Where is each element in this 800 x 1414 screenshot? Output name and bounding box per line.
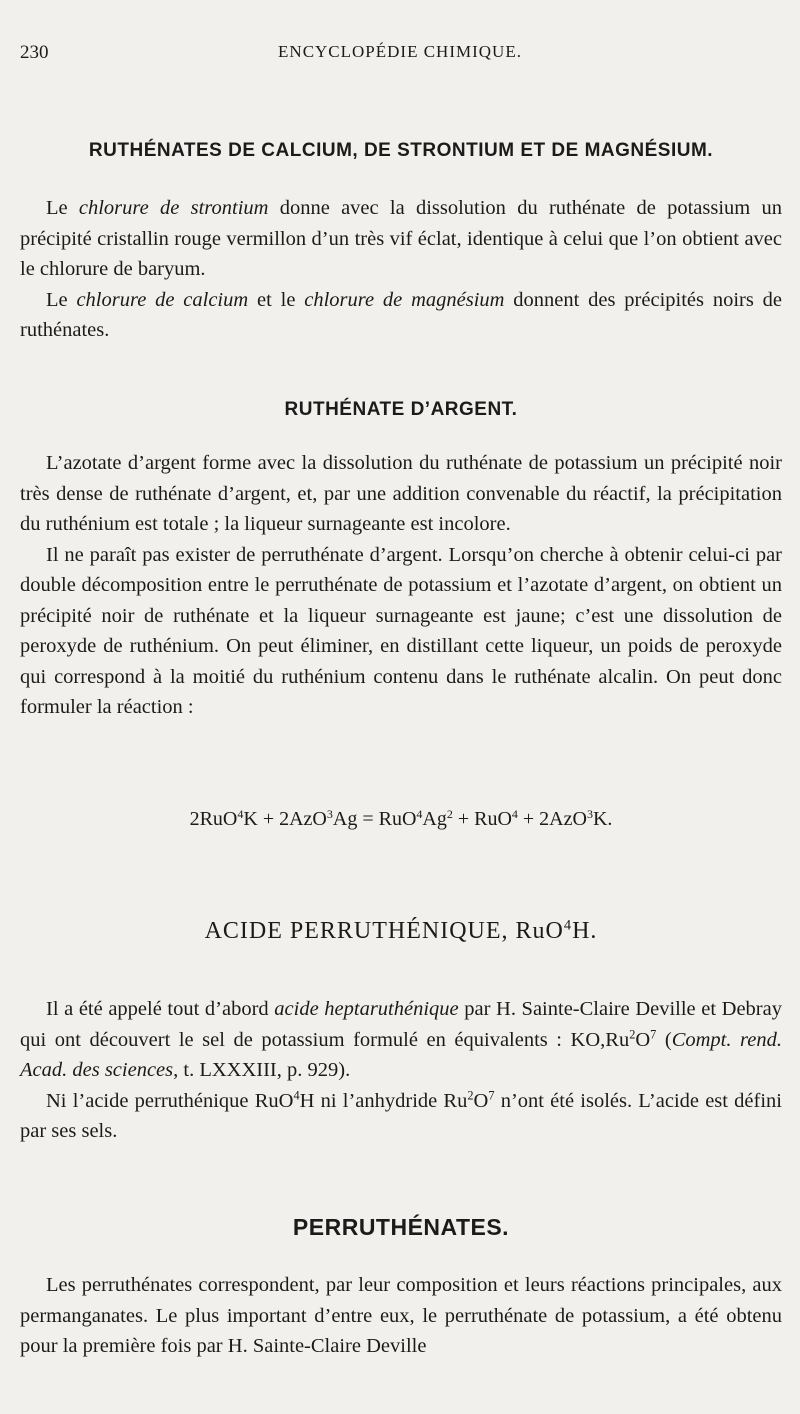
section-acide-body (20, 994, 782, 1147)
section-heading-argent: RUTHÉNATE D’ARGENT. (284, 399, 518, 420)
paragraph: Il ne paraît pas exister de perruthénate d’argent. Lorsqu’on cherche à obtenir celui-ci par double décomposition entre le perruthénate de potassium et l’azotate d’argent, on obtient un précipité noir de ruthénate et la liqueur surnageante est jaune; c’est une dissolution de peroxyde de ruthénium. On peut éliminer, en distillant cette liqueur, un poids de peroxyde qui correspond à la moitié du ruthénium contenu dans le ruthénate alcalin. On peut donc formuler la réaction : (20, 543, 782, 718)
emphasis: chlorure de strontium (78, 197, 269, 219)
section-calcium-body (20, 193, 782, 346)
paragraph: Le chlorure de strontium donne avec la dissolution du ruthénate de potassium un précipité cristallin rouge vermillon d’un très vif éclat, identique à celui que l’on obtient avec le chlorure de baryum. (20, 197, 783, 280)
emphasis: chlorure de calcium (76, 288, 249, 311)
emphasis: chlorure de magnésium (304, 288, 505, 311)
page-header (0, 42, 800, 72)
section-perruthenates-body (20, 1270, 782, 1362)
page-number: 230 (20, 42, 49, 63)
section-heading-perruthenates: PERRUTHÉNATES. (292, 1214, 510, 1240)
emphasis: acide heptaruthénique (274, 998, 459, 1020)
section-heading-acide: ACIDE PERRUTHÉNIQUE, RuO$^4$H. (204, 917, 598, 944)
section-heading-calcium: RUTHÉNATES DE CALCIUM, DE STRONTIUM ET DE MAGNÉSIUM. (88, 140, 714, 161)
paragraph: Ni l’acide perruthénique RuO$^4$H ni l’anhydride $Ru^2O^7$ n’ont été isolés. L’acide est défini par ses sels. (20, 1088, 782, 1142)
emphasis: Compt. rend. Acad. des sciences (20, 1028, 782, 1081)
reaction-equation: $2RuO^4K + 2AzO^3Ag = RuO^4Ag^2 + RuO^4 + 2AzO^3K$. (189, 806, 613, 830)
paragraph: Les perruthénates correspondent, par leur composition et leurs réactions principales, aux permanganates. Le plus important d’entre eux, le perruthénate de potassium, a été obtenu pour la première fois par H. Sainte-Claire Deville (20, 1274, 782, 1357)
section-argent-body (20, 448, 782, 723)
paragraph: L’azotate d’argent forme avec la dissolution du ruthénate de potassium un précipité noir très dense de ruthénate d’argent, et, par une addition convenable du réactif, la précipitation du ruthénium est totale ; la liqueur surnageante est incolore. (20, 452, 782, 535)
running-title: ENCYCLOPÉDIE CHIMIQUE. (278, 42, 522, 61)
paragraph: Le chlorure de calcium et le chlorure de magnésium donnent des précipités noirs de ruthénates. (20, 288, 782, 341)
paragraph: Il a été appelé tout d’abord acide heptaruthénique par H. Sainte-Claire Deville et Debray qui ont découvert le sel de potassium formulé en équivalents : $KO,Ru^2O^7$ (Compt. rend. Acad. des sciences, t. LXXXIII, p. 929). (20, 998, 782, 1081)
